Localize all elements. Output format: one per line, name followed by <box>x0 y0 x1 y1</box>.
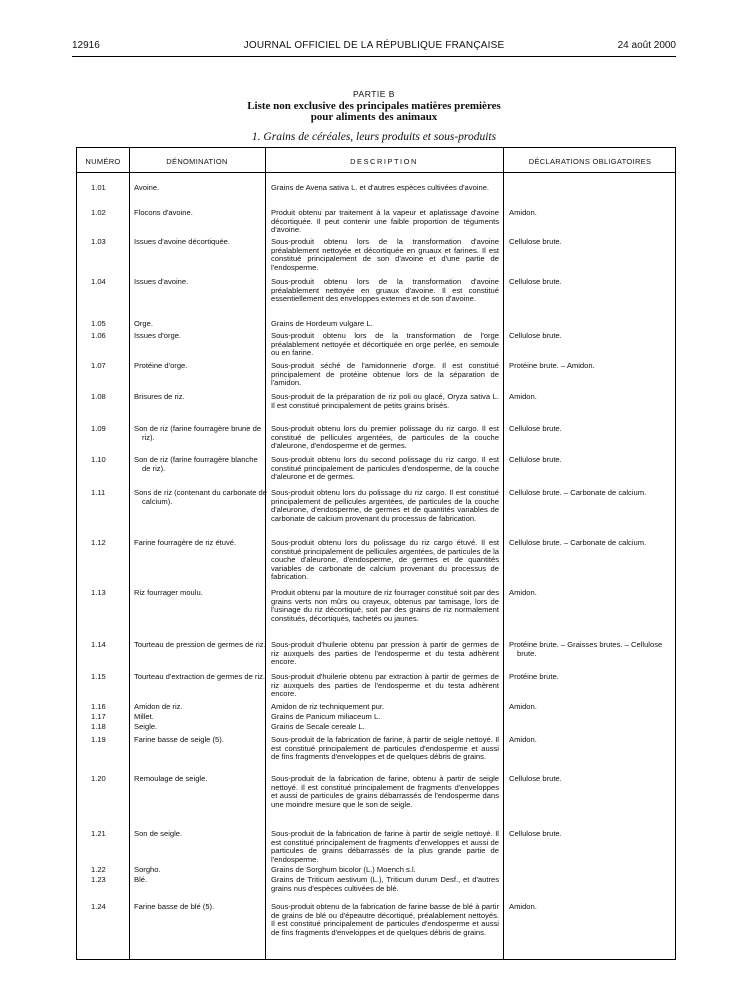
row-number: 1.11 <box>91 488 106 497</box>
row-description: Grains de Triticum aestivum (L.), Triticum durum Desf., et d'autres grains nus d'espèces cultivées de blé. <box>271 875 499 893</box>
row-denomination: Orge. <box>134 319 153 328</box>
row-number: 1.01 <box>91 183 106 192</box>
column-header-denomination: DÉNOMINATION <box>166 157 228 166</box>
row-description: Grains de Avena sativa L. et d'autres espèces cultivées d'avoine. <box>271 183 490 192</box>
row-description: Sous-produit obtenu lors du polissage du riz cargo étuvé. Il est constitué principalement de pellicules argentées, de particules de la couche d'aleurone, d'endosperme, de germes et de quantités variables de carbonate de calcium provenant du processus de fabrication. <box>271 538 499 581</box>
row-description: Sous-produit de la préparation de riz poli ou glacé, Oryza sativa L. Il est constitué principalement de petits grains brisés. <box>271 392 499 410</box>
row-declarations: Amidon. <box>509 902 537 911</box>
row-declarations: Protéine brute. – Amidon. <box>509 361 595 370</box>
row-description: Sous-produit obtenu de la fabrication de farine basse de blé à partir de grains de blé ou d'épeautre décortiqué, préalablement nettoyés. Il est constitué principalement de particules d'endosperme et aussi de fins fragments d'enveloppes et de quelques débris de grains. <box>271 902 499 937</box>
column-header-numero: NUMÉRO <box>85 157 121 166</box>
row-number: 1.10 <box>91 455 106 464</box>
row-description: Sous-produit d'huilerie obtenu par extraction à partir de germes de riz auxquels des parties de l'endosperme et du testa adhèrent encore. <box>271 672 499 698</box>
row-description: Grains de Secale cereale L. <box>271 722 365 731</box>
row-denomination: Son de riz (farine fourragère blanche de riz). <box>134 455 258 473</box>
row-number: 1.16 <box>91 702 106 711</box>
row-description: Sous-produit obtenu lors du second polissage du riz cargo. Il est constitué principalement de particules d'endosperme, de la couche d'aleurone et de germes. <box>271 455 499 481</box>
row-denomination: Remoulage de seigle. <box>134 774 208 783</box>
row-denomination: Tourteau de pression de germes de riz. <box>134 640 266 649</box>
column-header-declarations: DÉCLARATIONS OBLIGATOIRES <box>528 157 652 166</box>
row-declarations: Cellulose brute. <box>509 774 562 783</box>
row-description: Sous-produit de la fabrication de farine, à partir de seigle nettoyé. Il est constitué principalement de particules d'endosperme et aussi de fins fragments d'enveloppes et de quelques débris de grains. <box>271 735 499 761</box>
row-declarations: Cellulose brute. <box>509 424 562 433</box>
row-denomination: Tourteau d'extraction de germes de riz. <box>134 672 266 681</box>
row-number: 1.04 <box>91 277 106 286</box>
row-denomination: Millet. <box>134 712 154 721</box>
row-number: 1.08 <box>91 392 106 401</box>
part-label: PARTIE B <box>353 89 395 99</box>
row-number: 1.24 <box>91 902 106 911</box>
column-header-description: DESCRIPTION <box>350 157 418 166</box>
row-number: 1.03 <box>91 237 106 246</box>
row-number: 1.21 <box>91 829 106 838</box>
row-number: 1.20 <box>91 774 106 783</box>
row-declarations: Cellulose brute. <box>509 455 562 464</box>
row-number: 1.02 <box>91 208 106 217</box>
row-description: Grains de Hordeum vulgare L. <box>271 319 373 328</box>
list-title-line2: pour aliments des animaux <box>310 111 438 123</box>
row-description: Grains de Sorghum bicolor (L.) Moench s.l. <box>271 865 416 874</box>
row-denomination: Blé. <box>134 875 148 884</box>
row-description: Grains de Panicum miliaceum L. <box>271 712 381 721</box>
row-number: 1.05 <box>91 319 106 328</box>
row-description: Produit obtenu par la mouture de riz fourrager constitué soit par des grains verts non mûrs ou crayeux, obtenus par tamisage, lors de l'usinage du riz décortiqué, soit par des grains de riz normalement constitués, décortiqués, tachetés ou jaunes. <box>271 588 499 623</box>
row-declarations: Cellulose brute. <box>509 237 562 246</box>
row-denomination: Brisures de riz. <box>134 392 185 401</box>
row-number: 1.12 <box>91 538 106 547</box>
row-denomination: Farine basse de seigle (5). <box>134 735 224 744</box>
row-denomination: Issues d'orge. <box>134 331 182 340</box>
row-denomination: Son de riz (farine fourragère brune de riz). <box>134 424 262 442</box>
row-denomination: Farine basse de blé (5). <box>134 902 215 911</box>
row-declarations: Cellulose brute. <box>509 331 562 340</box>
row-description: Produit obtenu par traitement à la vapeur et aplatissage d'avoine décortiquée. Il peut contenir une faible proportion de téguments d'avoine. <box>271 208 499 234</box>
row-declarations: Amidon. <box>509 208 537 217</box>
row-description: Sous-produit séché de l'amidonnerie d'orge. Il est constitué principalement de protéine obtenue lors de la séparation de l'amidon. <box>271 361 499 387</box>
row-declarations: Amidon. <box>509 702 537 711</box>
row-number: 1.18 <box>91 722 106 731</box>
header-rule <box>72 56 676 57</box>
journal-title: JOURNAL OFFICIEL DE LA RÉPUBLIQUE FRANÇAISE <box>243 40 505 51</box>
row-denomination: Riz fourrager moulu. <box>134 588 203 597</box>
row-number: 1.17 <box>91 712 106 721</box>
row-description: Sous-produit obtenu lors de la transformation de l'orge préalablement nettoyée et décortiquée en orge perlée, en semoule ou en farine. <box>271 331 499 357</box>
row-declarations: Amidon. <box>509 392 537 401</box>
row-denomination: Son de seigle. <box>134 829 183 838</box>
row-denomination: Protéine d'orge. <box>134 361 188 370</box>
row-denomination: Avoine. <box>134 183 160 192</box>
list-title <box>0 101 748 123</box>
row-number: 1.13 <box>91 588 106 597</box>
row-description: Sous-produit obtenu lors de la transformation d'avoine préalablement nettoyée en gruaux d'avoine. Il est constitué essentiellement des enveloppes externes et de son d'avoine. <box>271 277 499 303</box>
row-number: 1.19 <box>91 735 106 744</box>
row-declarations: Cellulose brute. – Carbonate de calcium. <box>509 488 647 497</box>
row-denomination: Issues d'avoine décortiquée. <box>134 237 231 246</box>
list-title-line1: Liste non exclusive des principales matières premières <box>247 100 501 112</box>
row-number: 1.14 <box>91 640 106 649</box>
row-number: 1.15 <box>91 672 106 681</box>
row-denomination: Farine fourragère de riz étuvé. <box>134 538 237 547</box>
row-denomination: Amidon de riz. <box>134 702 183 711</box>
row-denomination: Flocons d'avoine. <box>134 208 193 217</box>
issue-date: 24 août 2000 <box>617 40 676 51</box>
column-divider <box>503 148 504 959</box>
row-number: 1.06 <box>91 331 106 340</box>
row-declarations: Amidon. <box>509 588 537 597</box>
row-declarations: Amidon. <box>509 735 537 744</box>
row-number: 1.22 <box>91 865 106 874</box>
row-declarations: Protéine brute. – Graisses brutes. – Cellulose brute. <box>509 640 663 658</box>
row-description: Sous-produit obtenu lors du premier polissage du riz cargo. Il est constitué de pellicules argentées, de particules de la couche d'aleurone, d'endosperme et de germes. <box>271 424 499 450</box>
row-declarations: Cellulose brute. <box>509 277 562 286</box>
row-description: Sous-produit obtenu lors du polissage du riz cargo. Il est constitué principalement de pellicules argentées, de particules de la couche d'aleurone, d'endosperme, de germes et de quantités variables de carbonate de calcium provenant du processus de fabrication. <box>271 488 499 523</box>
row-description: Sous-produit de la fabrication de farine, obtenu à partir de seigle nettoyé. Il est constitué principalement de fragments d'enveloppes et aussi de particules de grains débarrassés de l'endosperme dans une moindre mesure que le son de seigle. <box>271 774 499 809</box>
row-declarations: Cellulose brute. <box>509 829 562 838</box>
row-denomination: Sons de riz (contenant du carbonate de calcium). <box>134 488 267 506</box>
row-number: 1.07 <box>91 361 106 370</box>
feed-materials-table <box>76 147 676 960</box>
row-declarations: Protéine brute. <box>509 672 559 681</box>
row-denomination: Issues d'avoine. <box>134 277 189 286</box>
row-description: Sous-produit obtenu lors de la transformation d'avoine préalablement nettoyée et décortiquée en gruaux et farines. Il est constitué principalement de son d'avoine et d'une partie de l'endosperme. <box>271 237 499 272</box>
row-description: Sous-produit de la fabrication de farine à partir de seigle nettoyé. Il est constitué principalement de fragments d'enveloppes et aussi de particules de grains débarrassés de la plus grande partie de l'endosperme. <box>271 829 499 864</box>
row-description: Amidon de riz techniquement pur. <box>271 702 385 711</box>
row-declarations: Cellulose brute. – Carbonate de calcium. <box>509 538 647 547</box>
header-divider <box>77 172 675 173</box>
row-description: Sous-produit d'huilerie obtenu par pression à partir de germes de riz auxquels des parties de l'endosperme et du testa adhèrent encore. <box>271 640 499 666</box>
page-number: 12916 <box>72 40 100 51</box>
row-number: 1.23 <box>91 875 106 884</box>
row-number: 1.09 <box>91 424 106 433</box>
row-denomination: Sorgho. <box>134 865 161 874</box>
section-subtitle: 1. Grains de céréales, leurs produits et sous-produits <box>251 131 497 143</box>
row-denomination: Seigle. <box>134 722 158 731</box>
